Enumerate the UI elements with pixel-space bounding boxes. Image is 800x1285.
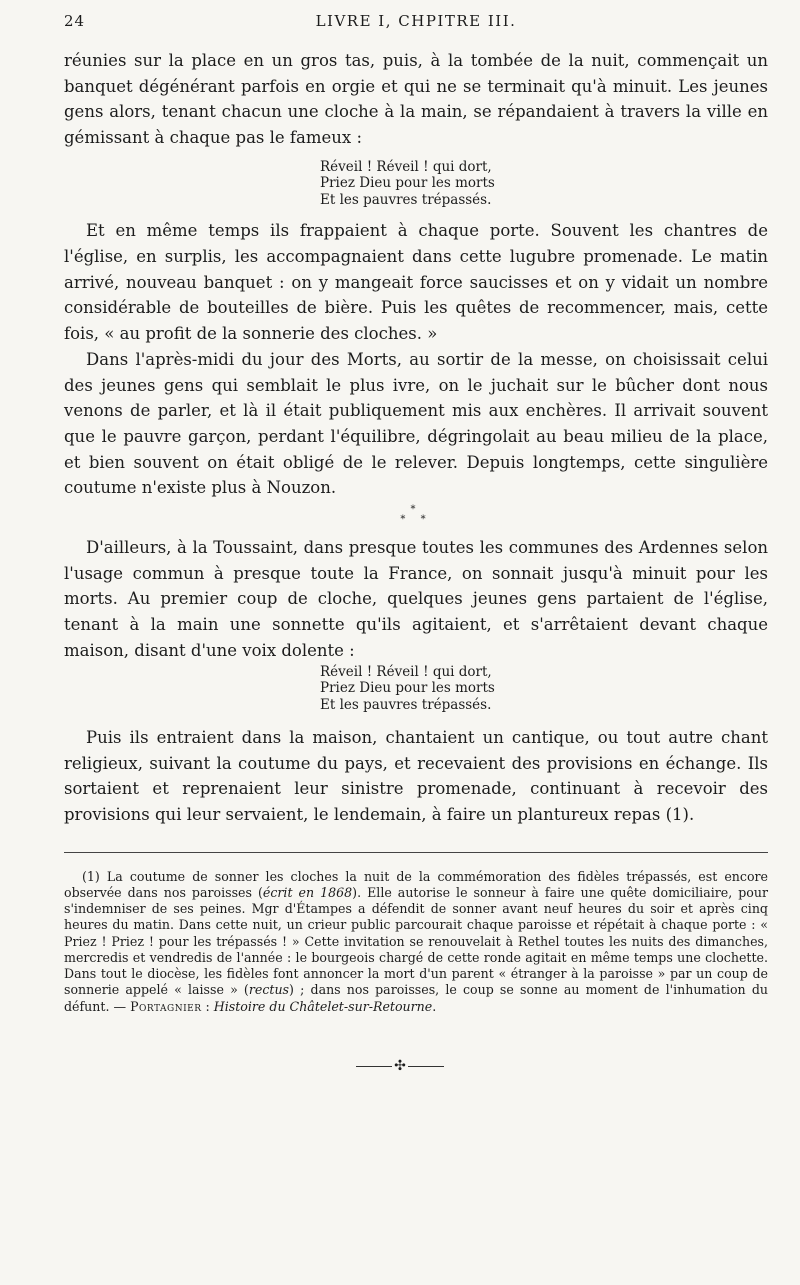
paragraph-5: Puis ils entraient dans la maison, chantaient un cantique, ou tout autre chant religieux, suivant la coutume du pays, et recevaient des provisions en échange. Ils sortaient et reprenaient leur sinistre promenade, continuant à recevoir des provisions qui leur servaient, le lendemain, à faire un plantureux repas (1).	[64, 728, 768, 825]
paragraph-2: Et en même temps ils frappaient à chaque porte. Souvent les chantres de l'église, en surplis, les accompagnaient dans cette lugubre promenade. Le matin arrivé, nouveau banquet : on y mangeait force saucisses et on y vidait un nombre considérable de bouteilles de bière. Puis les quêtes de recommencer, mais, cette fois, « au profit de la sonnerie des cloches. »	[64, 221, 768, 344]
paragraph-3: Dans l'après-midi du jour des Morts, au sortir de la messe, on choisissait celui des jeunes gens qui semblait le plus ivre, on le juchait sur le bûcher dont nous venons de parler, et là il était publiquement mis aux enchères. Il arrivait souvent que le pauvre garçon, perdant l'équilibre, dégringolait au beau milieu de la place, et bien souvent on était obligé de le relever. Depuis longtemps, cette singulière coutume n'existe plus à Nouzon.	[64, 349, 768, 498]
tailpiece-ornament	[0, 1058, 800, 1074]
body-text	[64, 48, 768, 1015]
footnote-italic-term: rectus	[248, 982, 290, 998]
footnote-rule	[64, 852, 768, 853]
footnote-italic-date: écrit en 1868	[262, 885, 353, 901]
asterism-top: *	[410, 504, 422, 516]
footnote	[64, 869, 768, 1015]
footnote-author: Portagnier	[130, 998, 202, 1014]
paragraph-1: réunies sur la place en un gros tas, puis, à la tombée de la nuit, commençait un banquet dégénérant parfois en orgie et qui ne se terminait qu'à minuit. Les jeunes gens alors, tenant chacun une cloche à la main, se répandaient à travers la ville en gémissant à chaque pas le fameux :	[64, 51, 768, 148]
ornament-rule-left	[356, 1066, 392, 1067]
verse-line: Réveil ! Réveil ! qui dort,	[320, 663, 492, 680]
verse-line: Réveil ! Réveil ! qui dort,	[320, 158, 492, 175]
verse-line: Priez Dieu pour les morts	[320, 680, 495, 697]
page-number: 24	[64, 12, 86, 30]
fleuron-icon: ✣	[394, 1058, 406, 1074]
verse-line: Et les pauvres trépassés.	[320, 191, 492, 208]
footnote-source-title: Histoire du Châtelet-sur-Retourne	[213, 998, 433, 1014]
verse-line: Et les pauvres trépassés.	[320, 696, 492, 713]
ornament-rule-right	[408, 1066, 444, 1067]
section-asterism	[64, 505, 768, 525]
verse-line: Priez Dieu pour les morts	[320, 175, 495, 192]
footnote-text: ). Elle autorise le sonneur à faire une quête domiciliaire, pour s'indemniser de ses peines. Mgr d'Étampes a défendit de sonner avant neuf heures du soir et après cinq heures du matin. Dans cette nuit, un crieur public parcourait chaque paroisse et répétait à chaque porte : « Priez ! Priez ! pour les trépassés ! » Cette invitation se renouvelait à Rethel toutes les nuits des dimanches, mercredis et vendredis de l'année : le bourgeois chargé de cette ronde agitait en même temps une clochette. Dans tout le diocèse, les fidèles font annoncer la mort d'un parent « étranger à la paroisse » par un coup de sonnerie appelé « laisse » (	[64, 885, 768, 998]
asterism-bottom: * *	[400, 514, 432, 526]
footnote-text: (1) La coutume de sonner les cloches la nuit de la commémoration des fidèles trépassés, est encore observée dans nos paroisses (	[64, 868, 768, 901]
page-header	[64, 12, 768, 34]
footnote-text: ) ; dans nos paroisses, le coup se sonne au moment de l'inhumation du défunt. —	[64, 982, 768, 1014]
verse-refrain-1	[320, 159, 768, 209]
running-head: LIVRE I, CHPITRE III.	[315, 12, 517, 30]
footnote-text: :	[201, 998, 214, 1014]
paragraph-4: D'ailleurs, à la Toussaint, dans presque toutes les communes des Ardennes selon l'usage commun à presque toute la France, on sonnait jusqu'à minuit pour les morts. Au premier coup de cloche, quelques jeunes gens partaient de l'église, tenant à la main une sonnette qu'ils agitaient, et s'arrêtaient devant chaque maison, disant d'une voix dolente :	[64, 538, 768, 660]
verse-refrain-2	[320, 664, 768, 714]
footnote-text: .	[432, 998, 437, 1014]
